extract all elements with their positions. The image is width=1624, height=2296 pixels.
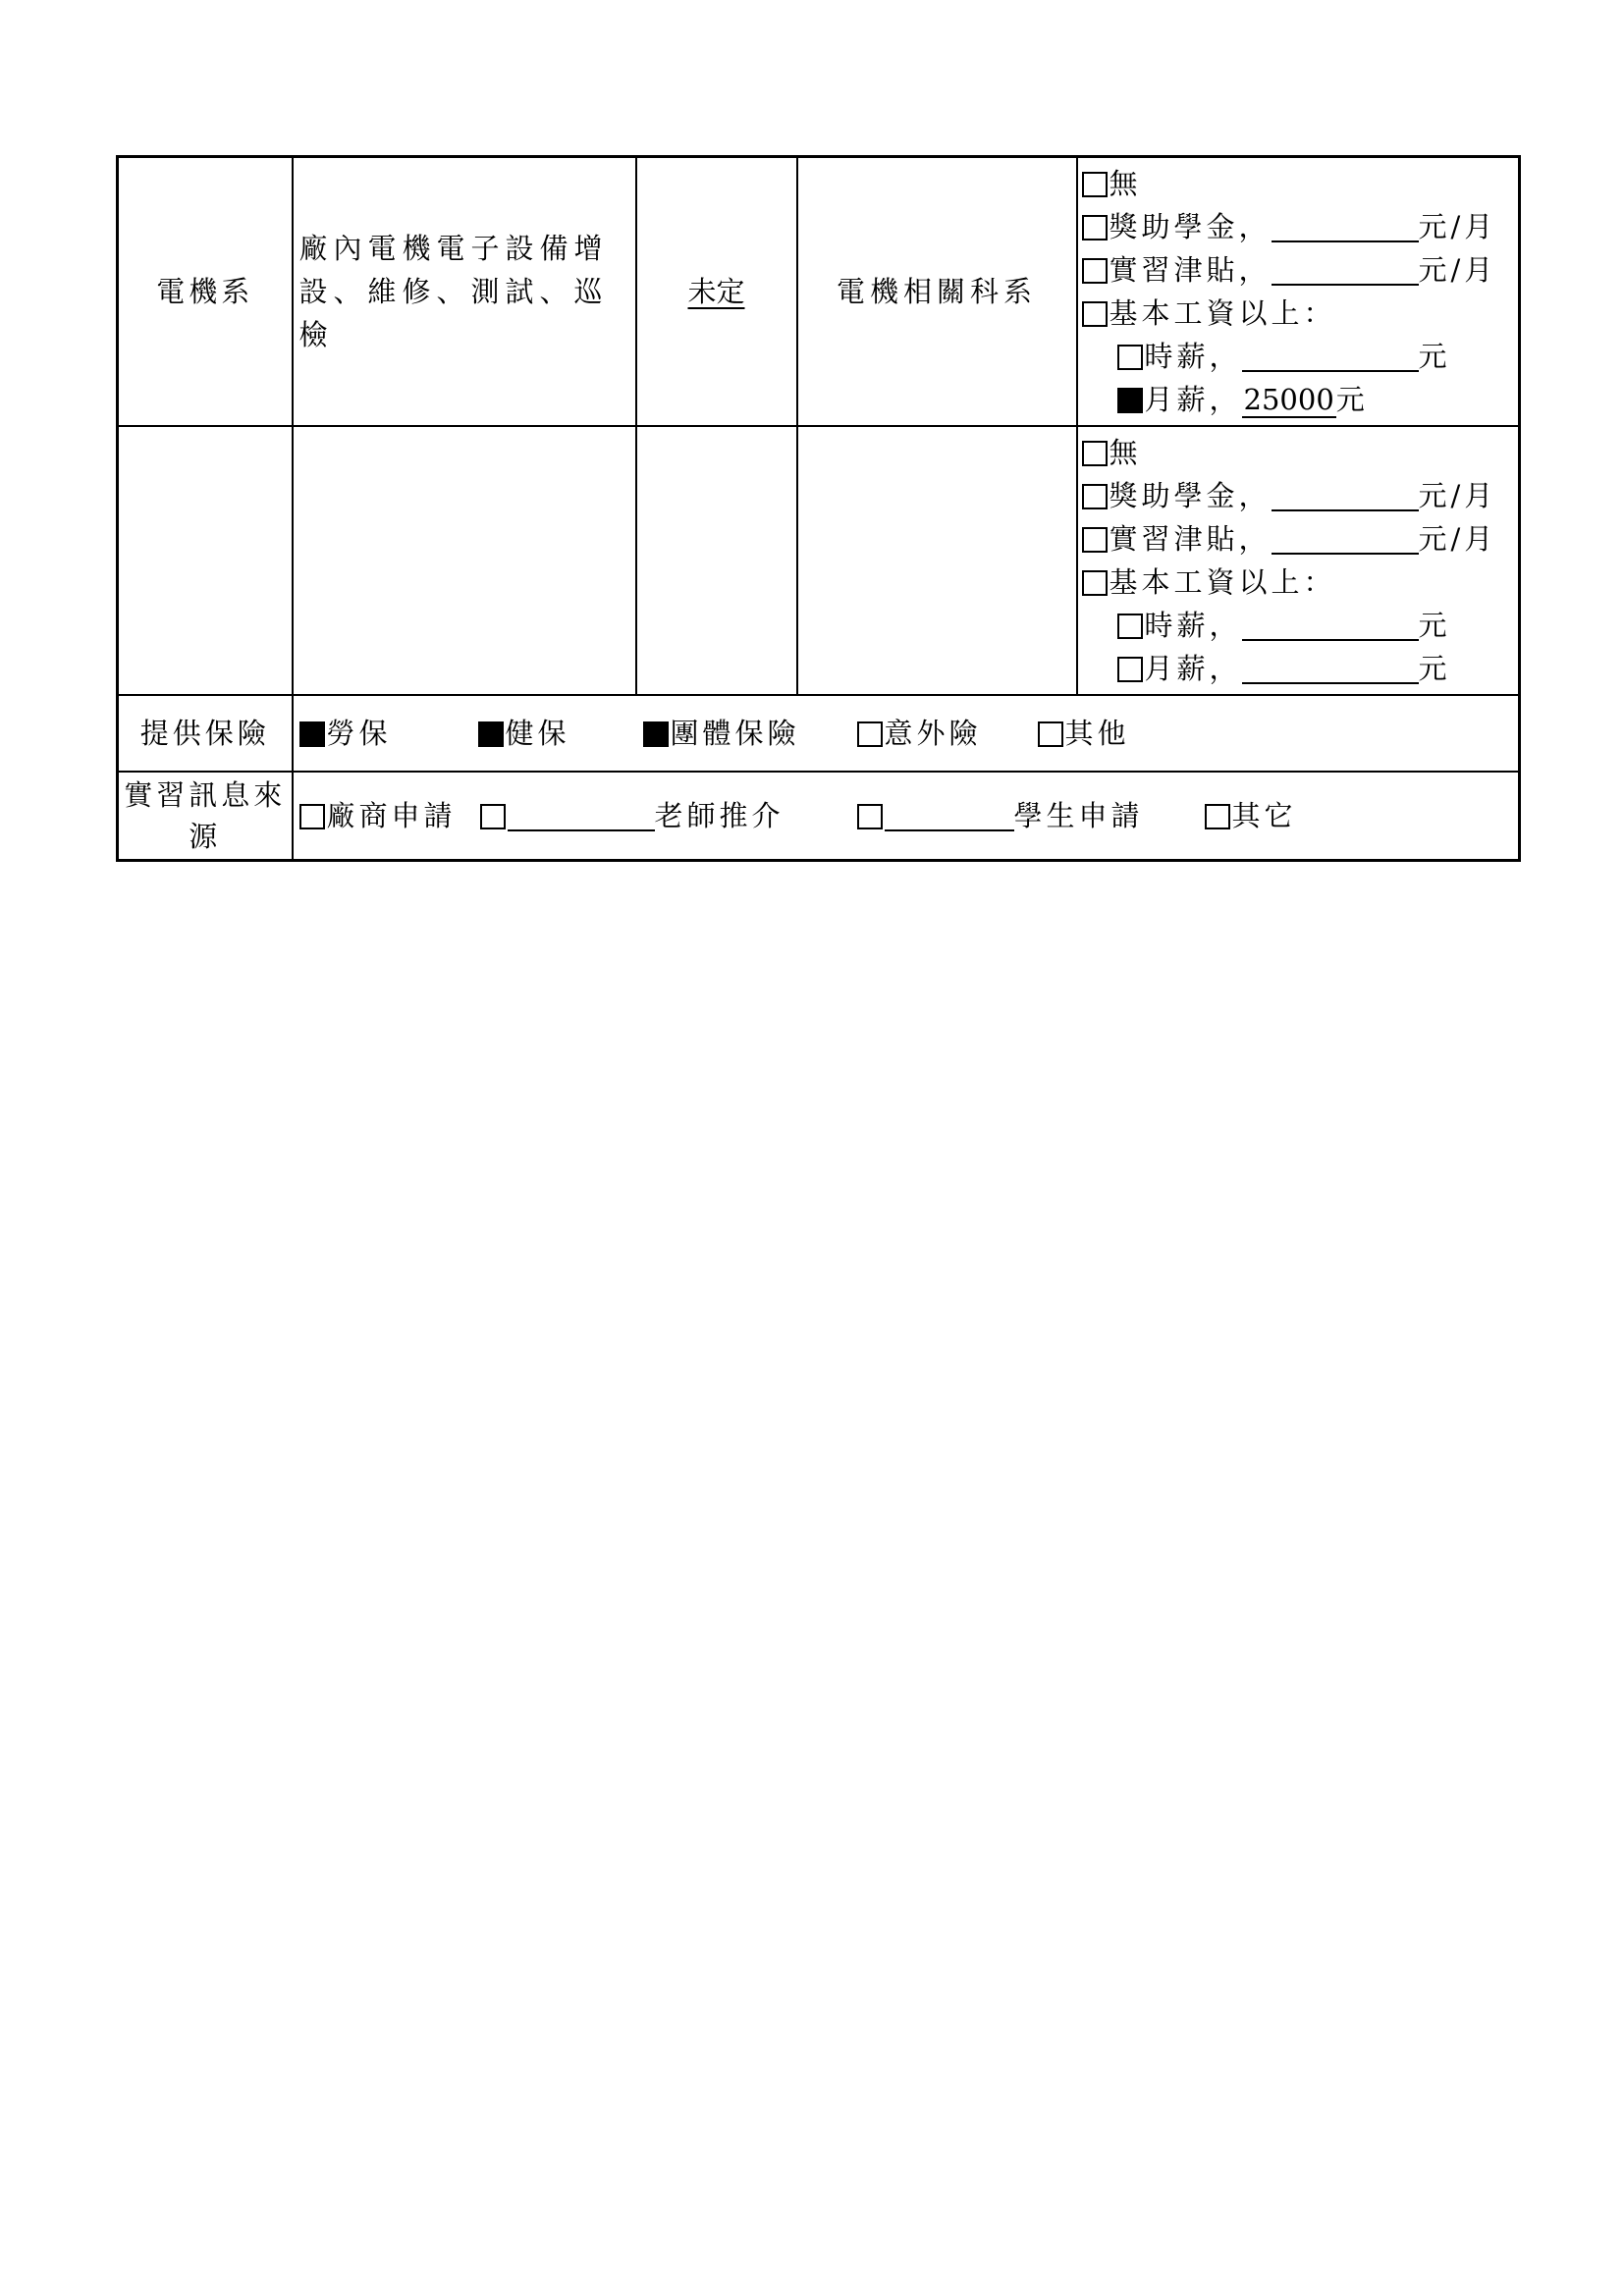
checkbox-group-insurance[interactable]	[643, 721, 669, 747]
insurance-option-label: 團體保險	[670, 717, 800, 750]
checkbox-other-source[interactable]	[1205, 804, 1230, 829]
pay-basic-wage-label: 基本工資以上：	[1109, 565, 1336, 599]
count-value: 未定	[687, 275, 745, 308]
source-option-label: 老師推介	[654, 799, 785, 832]
checkbox-scholarship[interactable]	[1082, 215, 1108, 240]
department-cell: 電機系	[118, 157, 293, 427]
pay-allowance	[1082, 248, 1519, 292]
pay-monthly-unit: 元	[1335, 383, 1369, 416]
checkbox-basic-wage[interactable]	[1082, 301, 1108, 327]
pay-basic-wage	[1082, 292, 1519, 335]
pay-allowance	[1082, 517, 1519, 561]
pay-monthly-label: 月薪，	[1144, 383, 1242, 416]
checkbox-labor-insurance[interactable]	[299, 721, 325, 747]
position-row-2	[118, 426, 1520, 695]
pay-allowance-label: 實習津貼，	[1109, 522, 1272, 556]
duty-cell[interactable]	[293, 426, 636, 695]
checkbox-none[interactable]	[1082, 441, 1108, 466]
source-option-student[interactable]	[857, 794, 1205, 837]
pay-monthly	[1082, 647, 1519, 690]
checkbox-teacher-referral[interactable]	[480, 804, 506, 829]
insurance-option-health[interactable]	[478, 712, 643, 755]
insurance-options	[293, 695, 1520, 772]
checkbox-monthly[interactable]	[1117, 657, 1143, 682]
checkbox-student-apply[interactable]	[857, 804, 883, 829]
checkbox-basic-wage[interactable]	[1082, 570, 1108, 596]
checkbox-scholarship[interactable]	[1082, 484, 1108, 509]
pay-scholarship-label: 獎助學金，	[1109, 210, 1272, 243]
allowance-amount-field[interactable]	[1272, 254, 1419, 286]
source-option-label: 廠商申請	[326, 799, 457, 832]
major-cell: 電機相關科系	[797, 157, 1077, 427]
source-option-label: 其它	[1231, 799, 1297, 832]
pay-scholarship-unit: 元/月	[1418, 479, 1497, 512]
major-cell[interactable]	[797, 426, 1077, 695]
position-row-1	[118, 157, 1520, 427]
checkbox-hourly[interactable]	[1117, 345, 1143, 370]
insurance-option-label: 意外險	[884, 717, 982, 750]
pay-monthly-unit: 元	[1418, 652, 1451, 685]
pay-hourly-label: 時薪，	[1144, 340, 1242, 373]
insurance-option-label: 勞保	[326, 717, 392, 750]
pay-scholarship-unit: 元/月	[1418, 210, 1497, 243]
pay-monthly	[1082, 378, 1519, 421]
source-option-other[interactable]	[1205, 794, 1297, 837]
scholarship-amount-field[interactable]	[1272, 211, 1419, 242]
pay-allowance-label: 實習津貼，	[1109, 253, 1272, 287]
pay-none-label: 無	[1109, 167, 1142, 200]
pay-monthly-label: 月薪，	[1144, 652, 1242, 685]
insurance-option-label: 健保	[505, 717, 570, 750]
source-row	[118, 772, 1520, 861]
student-name-field[interactable]	[885, 800, 1014, 831]
pay-allowance-unit: 元/月	[1418, 253, 1497, 287]
monthly-amount-field[interactable]	[1242, 653, 1419, 684]
checkbox-hourly[interactable]	[1117, 614, 1143, 639]
insurance-option-label: 其他	[1064, 717, 1130, 750]
teacher-name-field[interactable]	[508, 800, 655, 831]
pay-cell	[1077, 426, 1520, 695]
insurance-option-accident[interactable]	[857, 712, 1038, 755]
checkbox-allowance[interactable]	[1082, 258, 1108, 284]
insurance-option-labor[interactable]	[299, 712, 478, 755]
pay-basic-wage	[1082, 561, 1519, 604]
pay-hourly-label: 時薪，	[1144, 609, 1242, 642]
insurance-row	[118, 695, 1520, 772]
monthly-amount-field[interactable]: 25000	[1243, 383, 1334, 416]
checkbox-monthly[interactable]	[1117, 388, 1143, 413]
pay-hourly	[1082, 604, 1519, 647]
allowance-amount-field[interactable]	[1272, 523, 1419, 555]
pay-hourly-unit: 元	[1418, 340, 1451, 373]
source-label: 實習訊息來源	[118, 772, 293, 861]
checkbox-allowance[interactable]	[1082, 527, 1108, 553]
pay-basic-wage-label: 基本工資以上：	[1109, 296, 1336, 330]
source-option-teacher[interactable]	[480, 794, 857, 837]
insurance-option-other[interactable]	[1038, 712, 1130, 755]
pay-scholarship-label: 獎助學金，	[1109, 479, 1272, 512]
internship-form-table	[116, 155, 1521, 862]
checkbox-health-insurance[interactable]	[478, 721, 504, 747]
insurance-option-group[interactable]	[643, 712, 857, 755]
insurance-label: 提供保險	[118, 695, 293, 772]
checkbox-other-insurance[interactable]	[1038, 721, 1063, 747]
pay-none	[1082, 162, 1519, 205]
checkbox-none[interactable]	[1082, 172, 1108, 197]
pay-none	[1082, 431, 1519, 474]
pay-allowance-unit: 元/月	[1418, 522, 1497, 556]
scholarship-amount-field[interactable]	[1272, 480, 1419, 511]
source-option-company[interactable]	[299, 794, 480, 837]
count-cell[interactable]	[636, 426, 797, 695]
source-option-label: 學生申請	[1013, 799, 1144, 832]
checkbox-accident-insurance[interactable]	[857, 721, 883, 747]
pay-hourly-unit: 元	[1418, 609, 1451, 642]
hourly-amount-field[interactable]	[1242, 341, 1419, 372]
count-cell	[636, 157, 797, 427]
checkbox-company-apply[interactable]	[299, 804, 325, 829]
department-cell[interactable]	[118, 426, 293, 695]
pay-none-label: 無	[1109, 436, 1142, 469]
hourly-amount-field[interactable]	[1242, 610, 1419, 641]
pay-scholarship	[1082, 205, 1519, 248]
pay-scholarship	[1082, 474, 1519, 517]
pay-cell	[1077, 157, 1520, 427]
duty-cell: 廠內電機電子設備增設、維修、測試、巡檢	[293, 157, 636, 427]
source-options	[293, 772, 1520, 861]
pay-hourly	[1082, 335, 1519, 378]
